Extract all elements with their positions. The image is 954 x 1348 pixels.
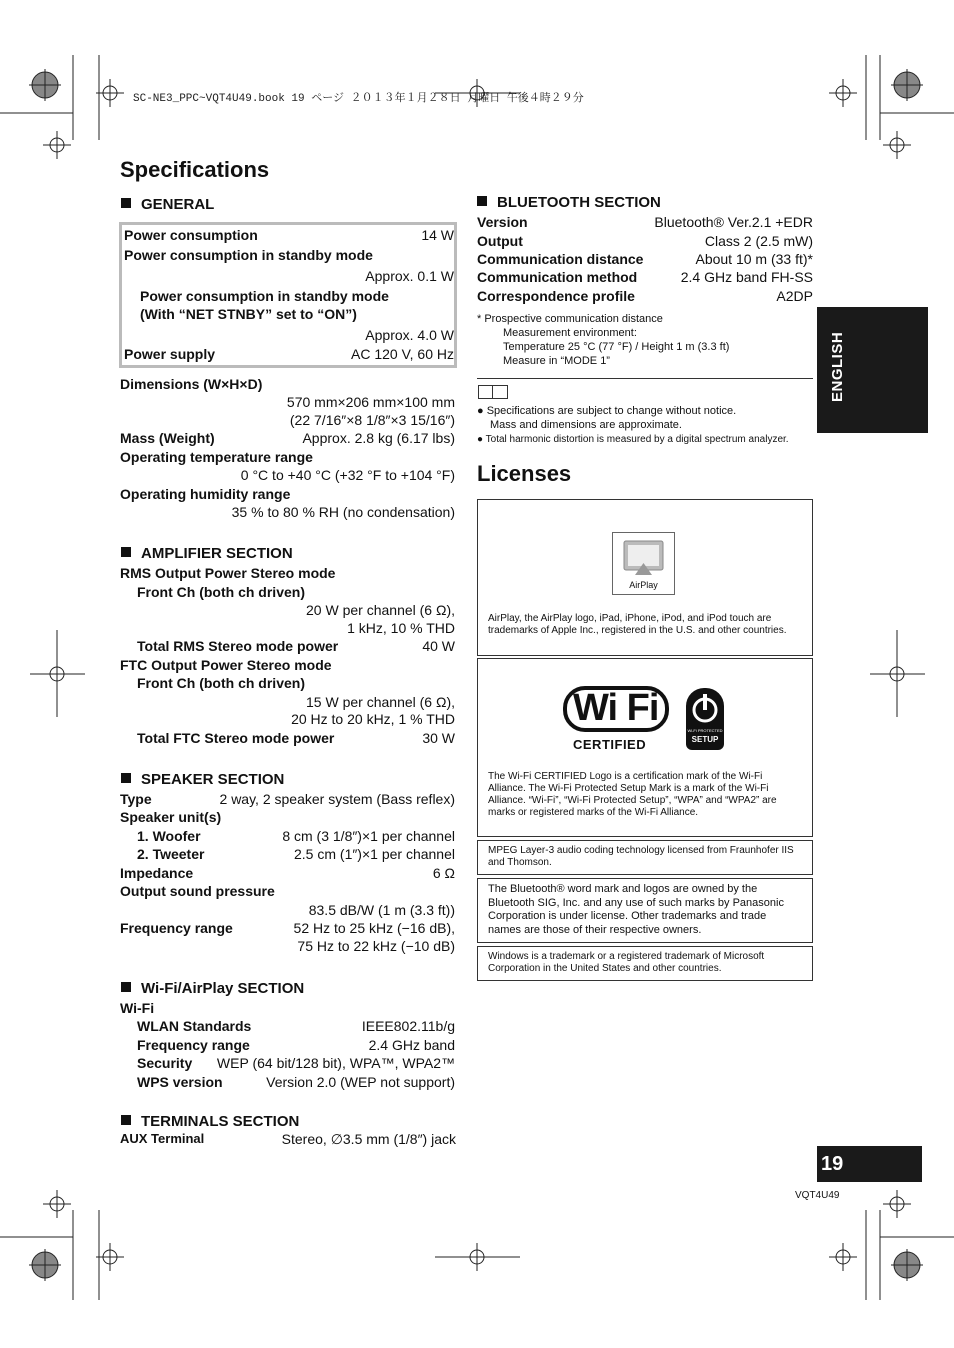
wifi-sub-label: Wi-Fi <box>120 1000 155 1016</box>
impedance-value: 6 Ω <box>432 865 455 881</box>
wifi-logo-text: Wi Fi <box>573 687 659 729</box>
licenses-title: Licenses <box>477 461 572 486</box>
security-label: Security <box>137 1055 193 1071</box>
mass-label: Mass (Weight) <box>120 430 215 446</box>
wifi-logo <box>563 686 669 732</box>
wifi-freq-label: Frequency range <box>137 1037 250 1053</box>
ftc-total-label: Total FTC Stereo mode power <box>137 730 335 746</box>
standby-net-label-1: Power consumption in standby mode <box>140 288 389 304</box>
bt-method-value: 2.4 GHz band FH-SS <box>680 269 813 285</box>
wifi-certified-text: CERTIFIED <box>573 737 647 752</box>
rms-front-value-1: 20 W per channel (6 Ω), <box>306 602 455 618</box>
bt-version-value: Bluetooth® Ver.2.1 +EDR <box>654 214 813 230</box>
ftc-total-value: 30 W <box>422 730 455 746</box>
amplifier-heading: AMPLIFIER SECTION <box>121 545 293 562</box>
bt-method-label: Communication method <box>477 269 638 285</box>
speaker-heading: SPEAKER SECTION <box>121 771 284 788</box>
mass-value: Approx. 2.8 kg (6.17 lbs) <box>302 430 455 446</box>
bt-distance-label: Communication distance <box>477 251 644 267</box>
page-number: 19 <box>817 1146 922 1182</box>
woofer-label: 1. Woofer <box>137 828 201 844</box>
airplay-license-text: AirPlay, the AirPlay logo, iPad, iPhone, iPod, and iPod touch are trademarks of Apple Inc., registered in the U.S. and other countries. <box>488 613 787 636</box>
wps-label: WPS version <box>137 1074 223 1090</box>
power-consumption-value: 14 W <box>421 227 454 243</box>
bt-footnote-1: * Prospective communication distance <box>477 313 663 325</box>
wps-logo <box>686 688 724 750</box>
language-tab <box>817 307 928 433</box>
ftc-front-value-1: 15 W per channel (6 Ω), <box>306 694 455 710</box>
tweeter-value: 2.5 cm (1″)×1 per channel <box>294 846 455 862</box>
humidity-label: Operating humidity range <box>120 486 291 502</box>
standby-value: Approx. 0.1 W <box>365 268 454 284</box>
bluetooth-heading: BLUETOOTH SECTION <box>477 194 661 211</box>
sound-pressure-value: 83.5 dB/W (1 m (3.3 ft)) <box>308 902 455 918</box>
ftc-front-value-2: 20 Hz to 20 kHz, 1 % THD <box>291 711 455 727</box>
mpeg-license-text: MPEG Layer-3 audio coding technology licensed from Fraunhofer IIS and Thomson. <box>488 845 794 868</box>
aux-label: AUX Terminal <box>120 1131 205 1146</box>
bluetooth-license-box <box>477 878 813 943</box>
airplay-logo-text: AirPlay <box>629 580 658 590</box>
temperature-value: 0 °C to +40 °C (+32 °F to +104 °F) <box>240 467 455 483</box>
security-value: WEP (64 bit/128 bit), WPA™, WPA2™ <box>216 1055 455 1071</box>
wps-key-icon <box>686 688 724 728</box>
speaker-units-label: Speaker unit(s) <box>120 809 222 825</box>
general-heading: GENERAL <box>121 196 214 213</box>
windows-license-text: Windows is a trademark or a registered trademark of Microsoft Corporation in the United States and other countries. <box>488 951 765 974</box>
woofer-value: 8 cm (3 1/8″)×1 per channel <box>282 828 455 844</box>
tweeter-label: 2. Tweeter <box>137 846 205 862</box>
speaker-freq-value-1: 52 Hz to 25 kHz (−16 dB), <box>293 920 455 936</box>
sound-pressure-label: Output sound pressure <box>120 883 275 899</box>
language-tab-label: ENGLISH <box>829 331 846 402</box>
wps-value: Version 2.0 (WEP not support) <box>266 1074 455 1090</box>
bt-version-label: Version <box>477 214 528 230</box>
standby-net-label-2: (With “NET STNBY” set to “ON”) <box>140 306 357 322</box>
bluetooth-license-text: The Bluetooth® word mark and logos are owned by the Bluetooth SIG, Inc. and any use of such marks by Panasonic Corporation is under license. Other trademarks and trade names are those of their respective owners. <box>488 883 784 936</box>
speaker-freq-label: Frequency range <box>120 920 233 936</box>
wlan-value: IEEE802.11b/g <box>361 1018 455 1034</box>
impedance-label: Impedance <box>120 865 194 881</box>
wifi-freq-value: 2.4 GHz band <box>368 1037 455 1053</box>
wlan-label: WLAN Standards <box>137 1018 252 1034</box>
bt-distance-value: About 10 m (33 ft)* <box>695 251 813 267</box>
bt-output-label: Output <box>477 233 523 249</box>
terminals-heading: TERMINALS SECTION <box>121 1113 299 1130</box>
standby-label: Power consumption in standby mode <box>124 247 373 263</box>
rms-front-label: Front Ch (both ch driven) <box>137 584 305 600</box>
standby-net-value: Approx. 4.0 W <box>365 327 454 343</box>
divider <box>477 378 813 379</box>
speaker-freq-value-2: 75 Hz to 22 kHz (−10 dB) <box>297 938 455 954</box>
type-label: Type <box>120 791 152 807</box>
temperature-label: Operating temperature range <box>120 449 313 465</box>
ftc-front-label: Front Ch (both ch driven) <box>137 675 305 691</box>
rms-label: RMS Output Power Stereo mode <box>120 565 336 581</box>
bt-footnote-2: Measurement environment: <box>503 327 637 339</box>
rms-total-value: 40 W <box>422 638 455 654</box>
wps-logo-text-2: SETUP <box>691 735 719 744</box>
ftc-label: FTC Output Power Stereo mode <box>120 657 332 673</box>
bt-profile-value: A2DP <box>776 288 813 304</box>
rms-front-value-2: 1 kHz, 10 % THD <box>347 620 455 636</box>
bt-profile-label: Correspondence profile <box>477 288 635 304</box>
bt-output-value: Class 2 (2.5 mW) <box>704 233 813 249</box>
rms-total-label: Total RMS Stereo mode power <box>137 638 339 654</box>
wifi-license-text: The Wi-Fi CERTIFIED Logo is a certification mark of the Wi-Fi Alliance. The Wi-Fi Protected Setup Mark is a mark of the Wi-Fi Alliance. “Wi-Fi”, “Wi-Fi Protected Setup”, “WPA” and “WPA2” are marks or registered marks of the Wi-Fi Alliance. <box>488 771 777 818</box>
wps-logo-text-1: Wi-Fi PROTECTED <box>687 728 723 733</box>
note-1b: Mass and dimensions are approximate. <box>490 419 682 431</box>
note-book-icon <box>478 385 508 399</box>
dimensions-value-1: 570 mm×206 mm×100 mm <box>286 394 455 410</box>
type-value: 2 way, 2 speaker system (Bass reflex) <box>219 791 455 807</box>
page-title: Specifications <box>120 157 270 182</box>
print-header: SC-NE3_PPC~VQT4U49.book 19 ページ ２０１３年１月２８日 月曜日 午後４時２９分 <box>133 93 584 105</box>
bt-footnote-4: Measure in “MODE 1” <box>503 355 610 367</box>
bt-footnote-3: Temperature 25 °C (77 °F) / Height 1 m (3.3 ft) <box>503 341 730 353</box>
dimensions-label: Dimensions (W×H×D) <box>120 376 263 392</box>
power-supply-value: AC 120 V, 60 Hz <box>351 346 454 362</box>
aux-value: Stereo, ∅3.5 mm (1/8″) jack <box>281 1131 456 1147</box>
mpeg-license-box <box>477 840 813 875</box>
airplay-logo <box>612 532 675 595</box>
dimensions-value-2: (22 7/16″×8 1/8″×3 15/16″) <box>289 412 455 428</box>
power-consumption-label: Power consumption <box>124 227 258 243</box>
humidity-value: 35 % to 80 % RH (no condensation) <box>231 504 455 520</box>
wifi-heading: Wi-Fi/AirPlay SECTION <box>121 980 304 997</box>
windows-license-box <box>477 946 813 981</box>
document-code: VQT4U49 <box>795 1190 840 1201</box>
note-2: ● Total harmonic distortion is measured by a digital spectrum analyzer. <box>477 434 789 445</box>
note-1a: ● Specifications are subject to change without notice. <box>477 405 737 417</box>
power-supply-label: Power supply <box>124 346 216 362</box>
